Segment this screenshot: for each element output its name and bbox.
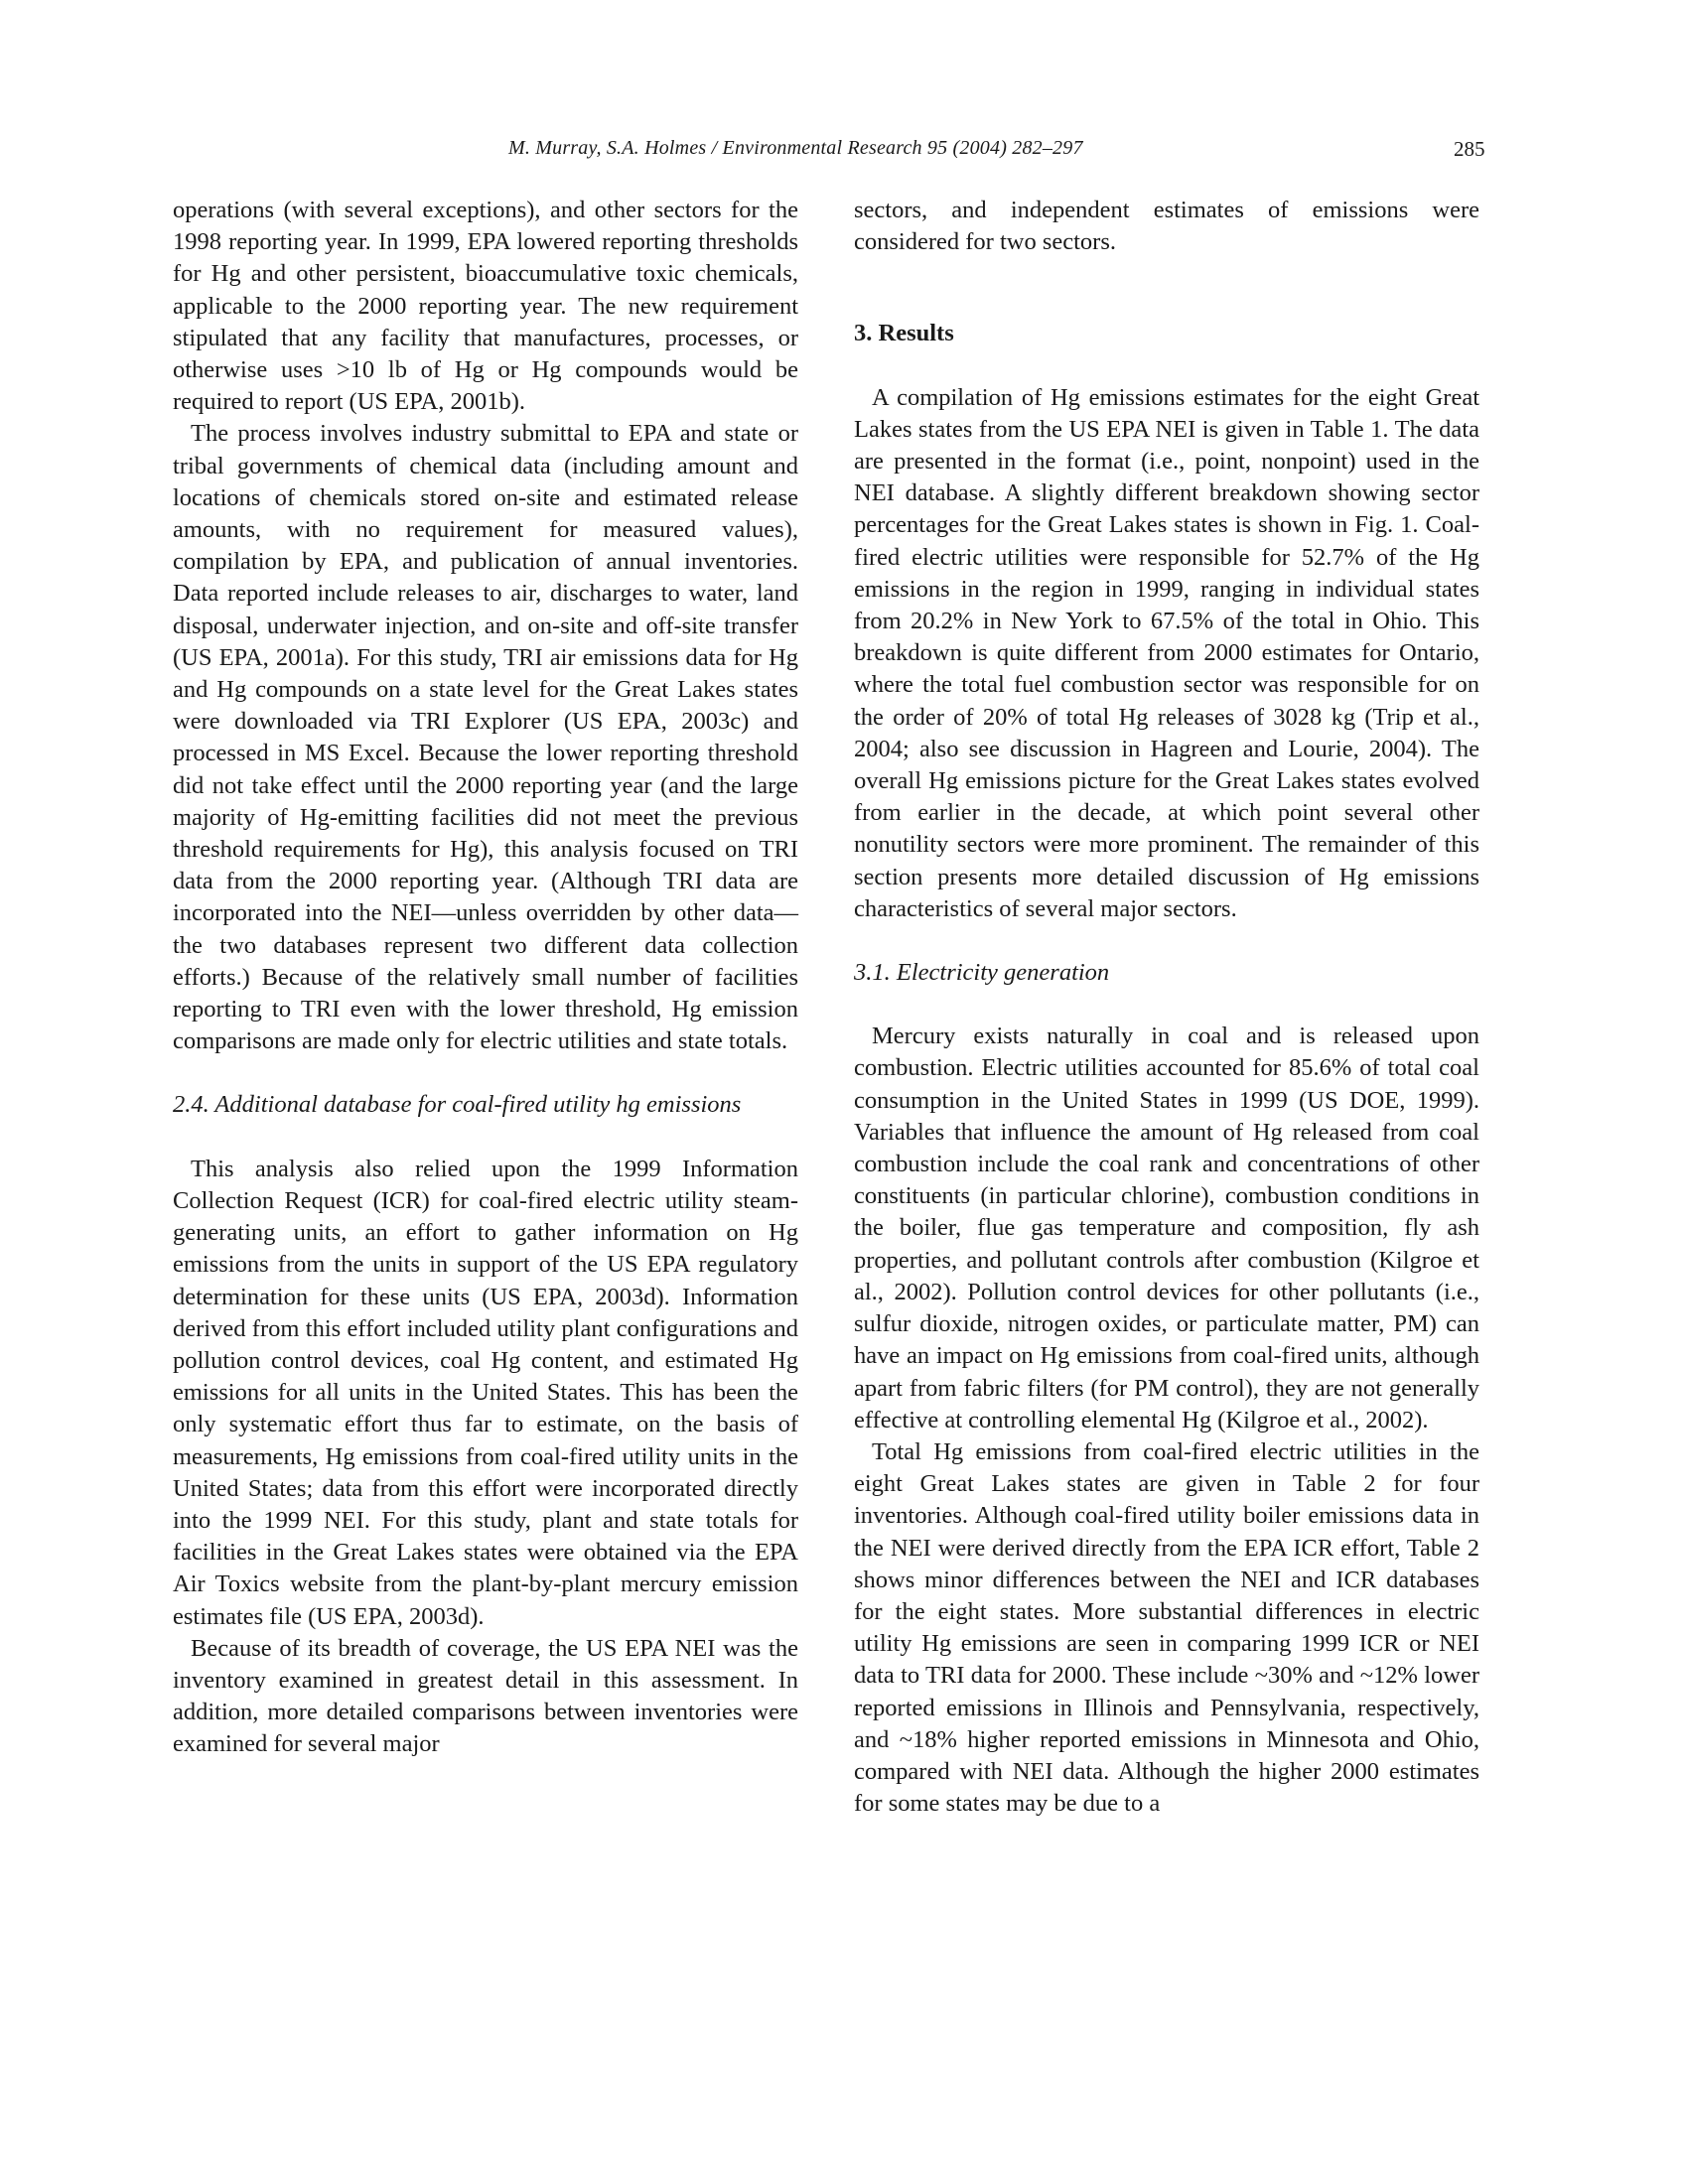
left-column — [173, 195, 798, 1761]
spacer — [854, 989, 1479, 1021]
spacer — [854, 925, 1479, 957]
paragraph: operations (with several exceptions), and other sectors for the 1998 reporting year. In 1999, EPA lowered reporting thresholds for Hg and other persistent, bioaccumulative toxic chemicals, applicable to the 2000 reporting year. The new requirement stipulated that any facility that manufactures, processes, or otherwise uses >10 lb of Hg or Hg compounds would be required to report (US EPA, 2001b). — [173, 197, 798, 416]
page-header — [0, 137, 1684, 177]
subsection-heading: 2.4. Additional database for coal-fired utility hg emissions — [173, 1091, 742, 1119]
paragraph: The process involves industry submittal to EPA and state or tribal governments of chemical data (including amount and locations of chemicals stored on-site and estimated release amounts, with no requirement for measured values), compilation by EPA, and publication of annual inventories. Data reported include releases to air, discharges to water, land disposal, underwater injection, and on-site and off-site transfer (US EPA, 2001a). For this study, TRI air emissions data for Hg and Hg compounds on a state level for the Great Lakes states were downloaded via TRI Explorer (US EPA, 2003c) and processed in MS Excel. Because the lower reporting threshold did not take effect until the 2000 reporting year (and the large majority of Hg-emitting facilities did not meet the previous threshold requirements for Hg), this analysis focused on TRI data from the 2000 reporting year. (Although TRI data are incorporated into the NEI—unless overridden by other data—the two databases represent two different data collection efforts.) Because of the relatively small number of facilities reporting to TRI even with the lower threshold, Hg emission comparisons are made only for electric utilities and state totals. — [173, 420, 798, 1055]
page-number: 285 — [1454, 137, 1485, 161]
spacer — [173, 1122, 798, 1154]
paragraph: Because of its breadth of coverage, the US EPA NEI was the inventory examined in greatest detail in this assessment. In addition, more detailed comparisons between inventories were examined for several major — [173, 1634, 798, 1758]
paragraph: Mercury exists naturally in coal and is released upon combustion. Electric utilities accounted for 85.6% of total coal consumption in the United States in 1999 (US DOE, 1999). Variables that influence the amount of Hg released from coal combustion include the coal rank and concentrations of other constituents (in particular chlorine), combustion conditions in the boiler, flue gas temperature and composition, fly ash properties, and pollutant controls after combustion (Kilgroe et al., 2002). Pollution control devices for other pollutants (i.e., sulfur dioxide, nitrogen oxides, or particulate matter, PM) can have an impact on Hg emissions from coal-fired units, although apart from fabric filters (for PM control), they are not generally effective at controlling elemental Hg (Kilgroe et al., 2002). — [854, 1023, 1479, 1433]
running-head: M. Murray, S.A. Holmes / Environmental Research 95 (2004) 282–297 — [508, 137, 1083, 159]
spacer — [854, 350, 1479, 382]
paragraph: A compilation of Hg emissions estimates for the eight Great Lakes states from the US EPA NEI is given in Table 1. The data are presented in the format (i.e., point, nonpoint) used in the NEI database. A slightly different breakdown showing sector percentages for the Great Lakes states is shown in Fig. 1. Coal-fired electric utilities were responsible for 52.7% of the Hg emissions in the region in 1999, ranging in individual states from 20.2% in New York to 67.5% of the total in Ohio. This breakdown is quite different from 2000 estimates for Ontario, where the total fuel combustion sector was responsible for on the order of 20% of total Hg releases of 3028 kg (Trip et al., 2004; also see discussion in Hagreen and Lourie, 2004). The overall Hg emissions picture for the Great Lakes states evolved from earlier in the decade, at which point several other nonutility sectors were more prominent. The remainder of this section presents more detailed discussion of Hg emissions characteristics of several major sectors. — [854, 383, 1479, 922]
right-column — [854, 195, 1479, 1820]
paragraph: sectors, and independent estimates of emissions were considered for two sectors. — [854, 197, 1479, 256]
paragraph: Total Hg emissions from coal-fired electric utilities in the eight Great Lakes states are given in Table 2 for four inventories. Although coal-fired utility boiler emissions data in the NEI were derived directly from the EPA ICR effort, Table 2 shows minor differences between the NEI and ICR databases for the eight states. More substantial differences in electric utility Hg emissions are seen in comparing 1999 ICR or NEI data to TRI data for 2000. These include ~30% and ~12% lower reported emissions in Illinois and Pennsylvania, respectively, and ~18% higher reported emissions in Minnesota and Ohio, compared with NEI data. Although the higher 2000 estimates for some states may be due to a — [854, 1437, 1479, 1818]
spacer — [854, 258, 1479, 318]
section-heading: 3. Results — [854, 320, 954, 347]
subsection-heading: 3.1. Electricity generation — [854, 959, 1110, 987]
paragraph: This analysis also relied upon the 1999 Information Collection Request (ICR) for coal-fired electric utility steam-generating units, an effort to gather information on Hg emissions from the units in support of the US EPA regulatory determination for these units (US EPA, 2003d). Information derived from this effort included utility plant configurations and pollution control devices, coal Hg content, and estimated Hg emissions for all units in the United States. This has been the only systematic effort thus far to estimate, on the basis of measurements, Hg emissions from coal-fired utility units in the United States; data from this effort were incorporated directly into the 1999 NEI. For this study, plant and state totals for facilities in the Great Lakes states were obtained via the EPA Air Toxics website from the plant-by-plant mercury emission estimates file (US EPA, 2003d). — [173, 1155, 798, 1630]
spacer — [173, 1057, 798, 1089]
